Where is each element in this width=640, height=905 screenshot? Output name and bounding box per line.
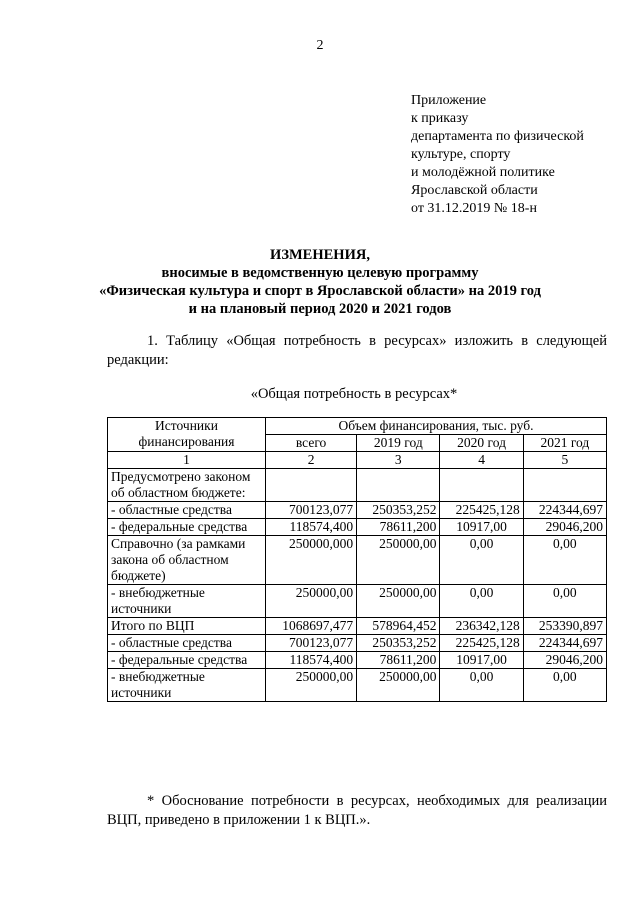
row-value-cell: 118574,400 bbox=[266, 519, 357, 536]
row-label-cell: - внебюджетные источники bbox=[108, 585, 266, 618]
appendix-line: Ярославской области bbox=[411, 183, 538, 198]
row-label-cell: - внебюджетные источники bbox=[108, 669, 266, 702]
resources-table bbox=[107, 417, 607, 702]
row-value-cell: 10917,00 bbox=[440, 519, 523, 536]
row-value-cell: 250000,00 bbox=[357, 585, 440, 618]
row-value-cell bbox=[440, 469, 523, 502]
row-value-cell: 78611,200 bbox=[357, 652, 440, 669]
row-value-cell: 225425,128 bbox=[440, 635, 523, 652]
column-number-row bbox=[108, 452, 607, 469]
table-caption: «Общая потребность в ресурсах* bbox=[250, 386, 458, 402]
instruction-paragraph: 1. Таблицу «Общая потребность в ресурсах» изложить в следующей редакции: bbox=[107, 333, 607, 368]
header-col-cell: всего bbox=[266, 435, 357, 452]
row-value-cell: 118574,400 bbox=[266, 652, 357, 669]
title-line: ИЗМЕНЕНИЯ, bbox=[270, 247, 370, 263]
row-value-cell: 0,00 bbox=[440, 536, 523, 585]
row-value-cell: 1068697,477 bbox=[266, 618, 357, 635]
row-label-cell: - областные средства bbox=[108, 502, 266, 519]
appendix-block bbox=[411, 92, 626, 218]
row-label-cell: Итого по ВЦП bbox=[108, 618, 266, 635]
column-number-cell: 3 bbox=[357, 452, 440, 469]
appendix-line: Приложение bbox=[411, 93, 487, 108]
header-col-cell: 2021 год bbox=[523, 435, 606, 452]
row-value-cell: 250000,00 bbox=[357, 669, 440, 702]
row-value-cell: 0,00 bbox=[440, 585, 523, 618]
appendix-line: и молодёжной политике bbox=[411, 165, 555, 180]
row-value-cell: 250353,252 bbox=[357, 635, 440, 652]
row-value-cell: 578964,452 bbox=[357, 618, 440, 635]
table-row bbox=[108, 502, 607, 519]
column-number-cell: 1 bbox=[108, 452, 266, 469]
row-label-cell: - федеральные средства bbox=[108, 519, 266, 536]
table-row bbox=[108, 635, 607, 652]
row-value-cell: 0,00 bbox=[440, 669, 523, 702]
row-value-cell: 29046,200 bbox=[523, 652, 606, 669]
table-row bbox=[108, 652, 607, 669]
table-row bbox=[108, 585, 607, 618]
row-value-cell: 700123,077 bbox=[266, 635, 357, 652]
row-value-cell: 250000,00 bbox=[266, 585, 357, 618]
table-row bbox=[108, 536, 607, 585]
row-label-cell: - федеральные средства bbox=[108, 652, 266, 669]
page-number: 2 bbox=[316, 38, 324, 53]
row-value-cell bbox=[357, 469, 440, 502]
appendix-line: культуре, спорту bbox=[411, 147, 511, 162]
column-number-cell: 2 bbox=[266, 452, 357, 469]
column-number-cell: 5 bbox=[523, 452, 606, 469]
header-col-cell: 2020 год bbox=[440, 435, 523, 452]
title-line: и на плановый период 2020 и 2021 годов bbox=[188, 301, 452, 317]
document-title bbox=[0, 246, 640, 318]
row-value-cell bbox=[266, 469, 357, 502]
row-value-cell: 224344,697 bbox=[523, 635, 606, 652]
table-row bbox=[108, 519, 607, 536]
row-value-cell: 224344,697 bbox=[523, 502, 606, 519]
header-volume-cell: Объем финансирования, тыс. руб. bbox=[266, 418, 607, 435]
row-value-cell: 250000,000 bbox=[266, 536, 357, 585]
row-value-cell: 250353,252 bbox=[357, 502, 440, 519]
table-row bbox=[108, 618, 607, 635]
appendix-line: от 31.12.2019 № 18-н bbox=[411, 201, 537, 216]
row-value-cell: 0,00 bbox=[523, 536, 606, 585]
row-value-cell: 0,00 bbox=[523, 585, 606, 618]
row-value-cell: 225425,128 bbox=[440, 502, 523, 519]
row-value-cell: 253390,897 bbox=[523, 618, 606, 635]
table-header-row bbox=[108, 418, 607, 435]
title-line: «Физическая культура и спорт в Ярославской области» на 2019 год bbox=[99, 283, 541, 299]
row-value-cell: 700123,077 bbox=[266, 502, 357, 519]
appendix-line: департамента по физической bbox=[411, 129, 584, 144]
row-label-cell: Справочно (за рамками закона об областном бюджете) bbox=[108, 536, 266, 585]
row-value-cell: 236342,128 bbox=[440, 618, 523, 635]
header-col-cell: 2019 год bbox=[357, 435, 440, 452]
row-value-cell bbox=[523, 469, 606, 502]
row-value-cell: 0,00 bbox=[523, 669, 606, 702]
title-line: вносимые в ведомственную целевую программу bbox=[161, 265, 479, 281]
column-number-cell: 4 bbox=[440, 452, 523, 469]
row-value-cell: 78611,200 bbox=[357, 519, 440, 536]
row-label-cell: Предусмотрено законом об областном бюджете: bbox=[108, 469, 266, 502]
table-row bbox=[108, 469, 607, 502]
row-label-cell: - областные средства bbox=[108, 635, 266, 652]
row-value-cell: 10917,00 bbox=[440, 652, 523, 669]
row-value-cell: 250000,00 bbox=[357, 536, 440, 585]
table-row bbox=[108, 669, 607, 702]
row-value-cell: 250000,00 bbox=[266, 669, 357, 702]
appendix-line: к приказу bbox=[411, 111, 469, 126]
footnote: * Обоснование потребности в ресурсах, необходимых для реализации ВЦП, приведено в приложении 1 к ВЦП.». bbox=[107, 793, 607, 828]
row-value-cell: 29046,200 bbox=[523, 519, 606, 536]
header-source-cell: Источники финансирования bbox=[108, 418, 266, 452]
